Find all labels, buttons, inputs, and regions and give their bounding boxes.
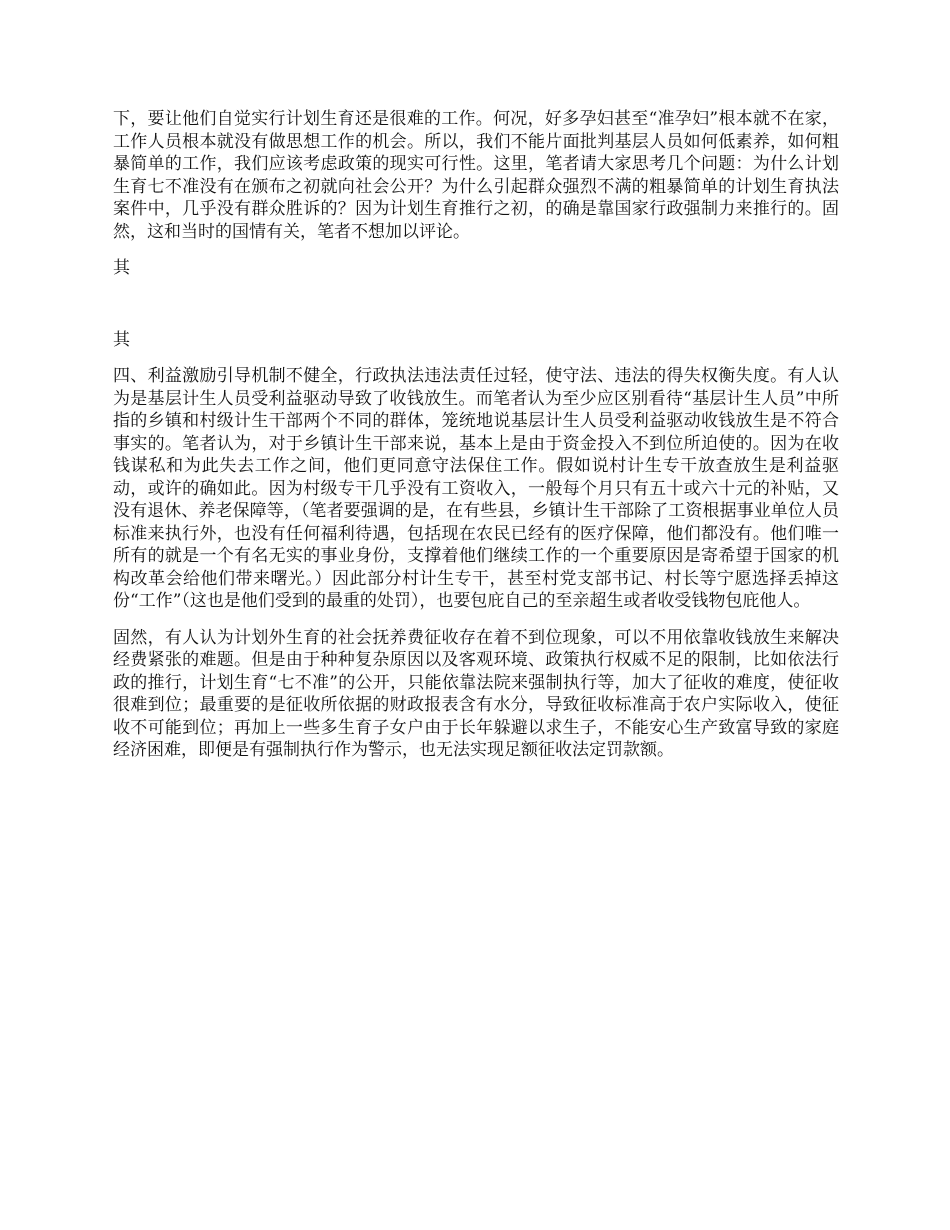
paragraph-section-four: 四、利益激励引导机制不健全，行政执法违法责任过轻，使守法、违法的得失权衡失度。有人认为是基层计生人员受利益驱动导致了收钱放生。而笔者认为至少应区别看待“基层计生人员”中所指的乡镇和村级计生干部两个不同的群体，笼统地说基层计生人员受利益驱动收钱放生是不符合事实的。笔者认为，对于乡镇计生干部来说，基本上是由于资金投入不到位所迫使的。因为在收钱谋私和为此失去工作之间，他们更同意守法保住工作。假如说村计生专干放查放生是利益驱动，或许的确如此。因为村级专干几乎没有工资收入，一般每个月只有五十或六十元的补贴，又没有退休、养老保障等，（笔者要强调的是，在有些县，乡镇计生干部除了工资根据事业单位人员标准来执行外，也没有任何福利待遇，包括现在农民已经有的医疗保障，他们都没有。他们唯一所有的就是一个有名无实的事业身份，支撑着他们继续工作的一个重要原因是寄希望于国家的机构改革会给他们带来曙光。）因此部分村计生专干，甚至村党支部书记、村长等宁愿选择丢掉这份“工作”（这也是他们受到的最重的处罚），也要包庇自己的至亲超生或者收受钱物包庇他人。: [113, 366, 839, 611]
paragraph-fragment-2: 其: [113, 329, 130, 350]
blank-gap: [113, 280, 839, 329]
paragraph-fee-collection: 固然，有人认为计划外生育的社会抚养费征收存在着不到位现象，可以不用依靠收钱放生来解决经费紧张的难题。但是由于种种复杂原因以及客观环境、政策执行权威不足的限制，比如依法行政的推行，计划生育“七不准”的公开，只能依靠法院来强制执行等，加大了征收的难度，使征收很难到位；最重要的是征收所依据的财政报表含有水分，导致征收标准高于农户实际收入，使征收不可能到位；再加上一些多生育子女户由于长年躲避以求生子，不能安心生产致富导致的家庭经济困难，即便是有强制执行作为警示，也无法实现足额征收法定罚款额。: [113, 627, 839, 760]
blank-gap: [113, 351, 839, 365]
paragraph-fragment-1: 其: [113, 258, 130, 278]
document-page: [113, 108, 839, 776]
paragraph-policy-feasibility: 下，要让他们自觉实行计划生育还是很难的工作。何况，好多孕妇甚至“准孕妇”根本就不在家，工作人员根本就没有做思想工作的机会。所以，我们不能片面批判基层人员如何低素养，如何粗暴简单的工作，我们应该考虑政策的现实可行性。这里，笔者请大家思考几个问题：为什么计划生育七不准没有在颁布之初就向社会公开？为什么引起群众强烈不满的粗暴简单的计划生育执法案件中，几乎没有群众胜诉的？因为计划生育推行之初，的确是靠国家行政强制力来推行的。固然，这和当时的国情有关，笔者不想加以评论。: [113, 109, 839, 242]
